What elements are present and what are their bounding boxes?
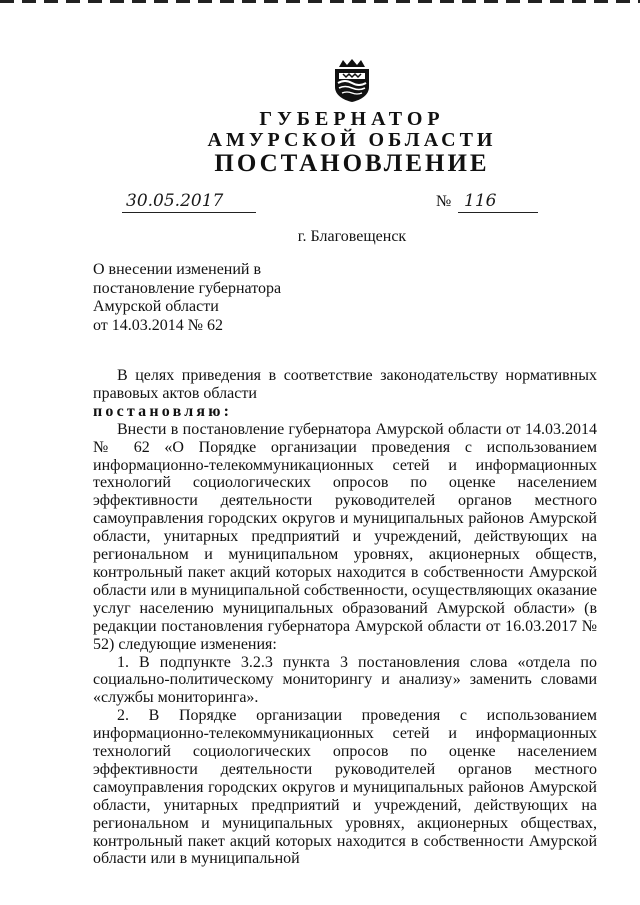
item-1-paragraph: 1. В подпункте 3.2.3 пункта 3 постановления слова «отдела по социально-политическому мониторингу и анализу» заменить словами «службы мониторинга». <box>93 653 597 707</box>
document-subject <box>93 261 281 335</box>
resolves-word: постановляю: <box>93 402 233 420</box>
number-sign: № <box>436 193 452 210</box>
document-type-title: ПОСТАНОВЛЕНИЕ <box>214 150 490 177</box>
item-2-paragraph: 2. В Порядке организации проведения с использованием информационно-телекоммуникационных сетей и информационных технологий социологических опросов по оценке населением эффективности деятельности руководителей органов местного самоуправления городских округов и муниципальных районов Амурской области, унитарных предприятий и учреждений, действующих на региональном и муниципальных уровнях, акционерных обществах, контрольный пакет акций которых находится в собственности Амурской области или в муниципальной <box>93 707 597 868</box>
document-body <box>93 367 597 868</box>
document-number-handwritten: 116 <box>458 191 538 213</box>
subject-line: О внесении изменений в <box>93 261 262 278</box>
preamble-paragraph: В целях приведения в соответствие законодательству нормативных правовых актов области <box>93 367 597 402</box>
document-date-handwritten: 30.05.2017 <box>122 191 256 213</box>
subject-line: от 14.03.2014 № 62 <box>93 316 224 334</box>
subject-line: постановление губернатора <box>93 279 282 297</box>
header-title-region: АМУРСКОЙ ОБЛАСТИ <box>207 129 497 151</box>
scan-edge <box>0 0 640 3</box>
intro-paragraph: Внести в постановление губернатора Амурской области от 14.03.2014 № 62 «О Порядке организации проведения с использованием информационно-телекоммуникационных сетей и информационных технологий социологических опросов по оценке населением эффективности деятельности руководителей органов местного самоуправления городских округов и муниципальных районов Амурской области, унитарных предприятий и учреждений, действующих на региональном и муниципальном уровнях, акционерных обществ, контрольный пакет акций которых находится в собственности Амурской области или в муниципальной собственности, осуществляющих оказание услуг населению муниципальных образований Амурской области» (в редакции постановления губернатора Амурской области от 16.03.2017 № 52) следующие изменения: <box>93 420 597 653</box>
city-name: г. Благовещенск <box>297 228 407 245</box>
amur-coat-of-arms-icon <box>331 57 373 103</box>
subject-line: Амурской области <box>93 298 219 315</box>
header-title-governor: ГУБЕРНАТОР <box>259 108 445 130</box>
